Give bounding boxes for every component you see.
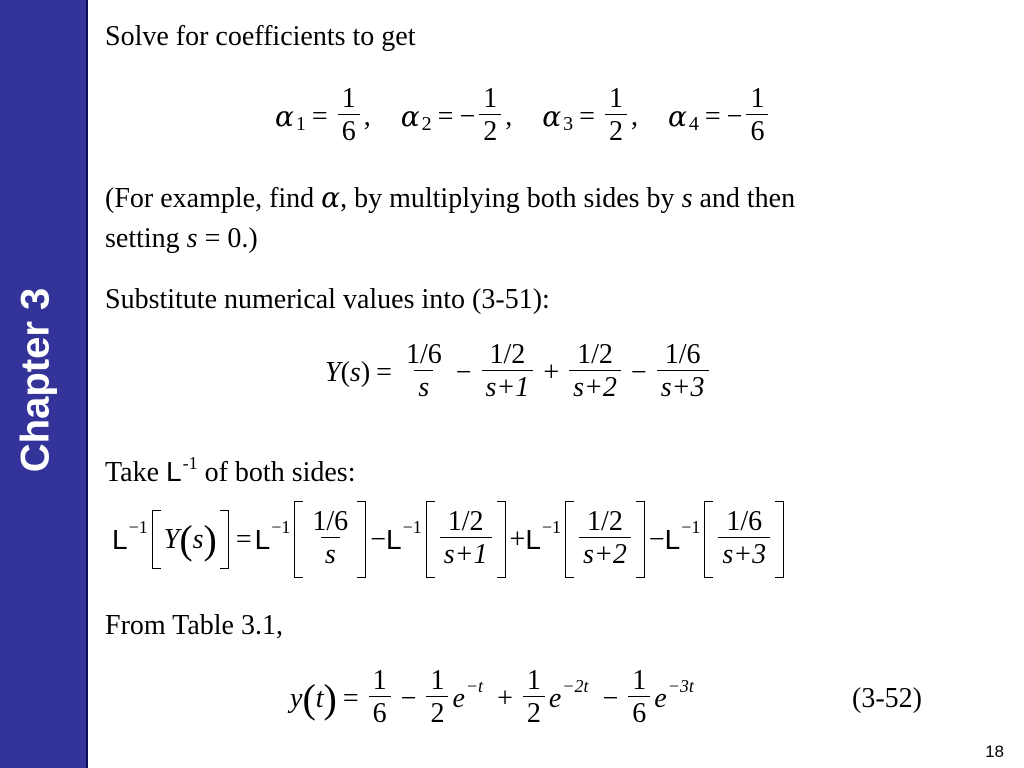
bracket	[565, 507, 645, 572]
equals: =	[235, 523, 252, 555]
numerator: 1/2	[447, 506, 484, 537]
e-symbol: e	[548, 682, 562, 714]
fraction	[523, 666, 545, 731]
equals: =	[342, 682, 359, 714]
exponent: −t	[465, 676, 484, 696]
sign: +	[497, 682, 513, 714]
sidebar-divider	[86, 0, 88, 768]
equals: =	[437, 100, 454, 132]
coefficients-equation	[275, 84, 772, 149]
numerator: 1	[750, 83, 765, 114]
laplace-symbol: L	[525, 523, 541, 555]
text-span: (For example, find	[105, 183, 322, 214]
numerator: 1/6	[664, 339, 701, 370]
inverse-laplace-equation	[112, 507, 788, 572]
laplace-symbol: L	[385, 523, 402, 555]
laplace-symbol: L	[166, 456, 182, 487]
example-line-2	[105, 219, 258, 259]
substitute-text: Substitute numerical values into (3-51):	[105, 284, 550, 315]
superscript: −1	[541, 517, 562, 537]
denominator: s	[321, 537, 340, 572]
paren: (	[340, 356, 350, 388]
bracket	[426, 507, 506, 572]
equals: =	[311, 100, 328, 132]
y-symbol: y	[290, 682, 303, 714]
chapter-sidebar	[0, 0, 86, 768]
alpha-symbol: α	[275, 100, 294, 133]
denominator: 2	[605, 114, 627, 149]
denominator: s+2	[579, 537, 631, 572]
subscript: 3	[563, 113, 574, 135]
numerator: 1/6	[726, 506, 763, 537]
sign: −	[455, 356, 472, 388]
variable-s: s	[186, 223, 198, 254]
denominator: s	[414, 370, 433, 405]
sign: −	[726, 100, 743, 132]
equals: =	[579, 100, 595, 132]
numerator: 1	[372, 665, 387, 696]
alpha-symbol: α	[321, 181, 341, 214]
fraction	[479, 84, 501, 149]
denominator: s+3	[657, 370, 709, 405]
numerator: 1	[430, 665, 445, 696]
fraction	[628, 666, 650, 731]
subscript: 2	[421, 113, 432, 135]
coef-2	[401, 84, 513, 149]
denominator: s+1	[440, 537, 492, 572]
numerator: 1/2	[489, 339, 526, 370]
numerator: 1	[526, 665, 541, 696]
laplace-symbol: L	[254, 523, 271, 555]
numerator: 1/6	[312, 506, 349, 537]
variable-s: s	[192, 523, 204, 555]
laplace-symbol: L	[664, 523, 681, 555]
exponent: −2t	[562, 676, 589, 696]
superscript: −1	[128, 517, 148, 537]
sign: −	[630, 356, 647, 388]
fraction	[440, 507, 492, 572]
alpha-symbol: α	[667, 100, 687, 133]
exponent: −3t	[667, 676, 694, 696]
text-span: , by multiplying both sides by	[340, 183, 682, 214]
e-symbol: e	[654, 682, 667, 714]
superscript: −1	[681, 517, 701, 537]
denominator: 6	[628, 696, 650, 731]
bracket	[294, 507, 366, 572]
superscript: −1	[402, 517, 422, 537]
fraction	[579, 507, 631, 572]
fraction	[482, 340, 534, 405]
denominator: 2	[426, 696, 448, 731]
subscript: 1	[295, 113, 306, 135]
sign: +	[509, 523, 526, 555]
numerator: 1/2	[587, 506, 623, 537]
superscript: -1	[182, 453, 198, 473]
page-number: 18	[985, 742, 1004, 761]
sign: −	[459, 100, 476, 132]
intro-text: Solve for coefficients to get	[105, 21, 416, 52]
sign: −	[370, 523, 386, 555]
denominator: s+1	[482, 370, 534, 405]
denominator: 2	[479, 114, 501, 149]
coef-4	[668, 84, 773, 149]
equals: =	[704, 100, 721, 132]
take-inverse-text	[105, 452, 355, 495]
coef-3	[542, 84, 638, 149]
denominator: s+3	[718, 537, 770, 572]
fraction	[426, 666, 448, 731]
variable-t: t	[315, 682, 324, 714]
numerator: 1	[632, 665, 647, 696]
laplace-symbol: L	[112, 523, 128, 555]
numerator: 1/6	[405, 339, 442, 370]
fraction	[746, 84, 768, 149]
fraction	[308, 507, 352, 572]
ys-equation	[325, 340, 713, 405]
denominator: 6	[338, 114, 360, 149]
alpha-symbol: α	[542, 100, 562, 133]
variable-s: s	[681, 183, 693, 214]
sign: −	[400, 682, 417, 714]
fraction	[605, 84, 627, 149]
coef-1	[275, 84, 371, 149]
bracket: Y ( s )	[152, 516, 229, 563]
sign: +	[543, 356, 560, 388]
separator: ,	[505, 100, 513, 132]
fraction	[569, 340, 621, 405]
sign: −	[648, 523, 665, 555]
fraction	[369, 666, 391, 731]
equation-number: (3-52)	[852, 683, 922, 714]
yt-equation: y ( t ) = $\frac{1}{6}$ − $\frac{1}{2}$ e −t + $\frac{1}{2}$ e −2t − $\frac{1}{6}$ e −3t	[290, 665, 694, 729]
fraction	[338, 84, 360, 149]
denominator: 6	[369, 696, 391, 731]
separator: ,	[630, 100, 638, 132]
example-line-1	[105, 178, 795, 219]
alpha-symbol: α	[400, 100, 420, 133]
numerator: 1/2	[577, 339, 613, 370]
fraction	[657, 340, 709, 405]
numerator: 1	[483, 83, 498, 114]
e-symbol: e	[452, 682, 465, 714]
text-span: of both sides:	[197, 457, 356, 488]
bracket	[704, 507, 784, 572]
paren: )	[360, 356, 371, 388]
numerator: 1	[608, 83, 623, 114]
fraction	[718, 507, 770, 572]
denominator: s+2	[569, 370, 621, 405]
text-span: and then	[692, 183, 796, 214]
superscript: −1	[271, 517, 291, 537]
text-span: = 0.)	[197, 223, 258, 254]
Y-symbol: Y	[325, 356, 341, 388]
variable-s: s	[349, 356, 361, 388]
fraction	[402, 340, 446, 405]
separator: ,	[363, 100, 371, 132]
text-span: setting	[105, 223, 187, 254]
denominator: 6	[746, 114, 768, 149]
chapter-label: Chapter 3	[13, 287, 58, 473]
Y-symbol: Y	[163, 523, 180, 555]
sign: −	[602, 682, 619, 714]
numerator: 1	[341, 83, 356, 114]
denominator: 2	[523, 696, 545, 731]
text-span: Take	[105, 457, 167, 488]
equals: =	[376, 356, 392, 388]
subscript: 4	[688, 113, 699, 135]
from-table-text: From Table 3.1,	[105, 610, 283, 641]
